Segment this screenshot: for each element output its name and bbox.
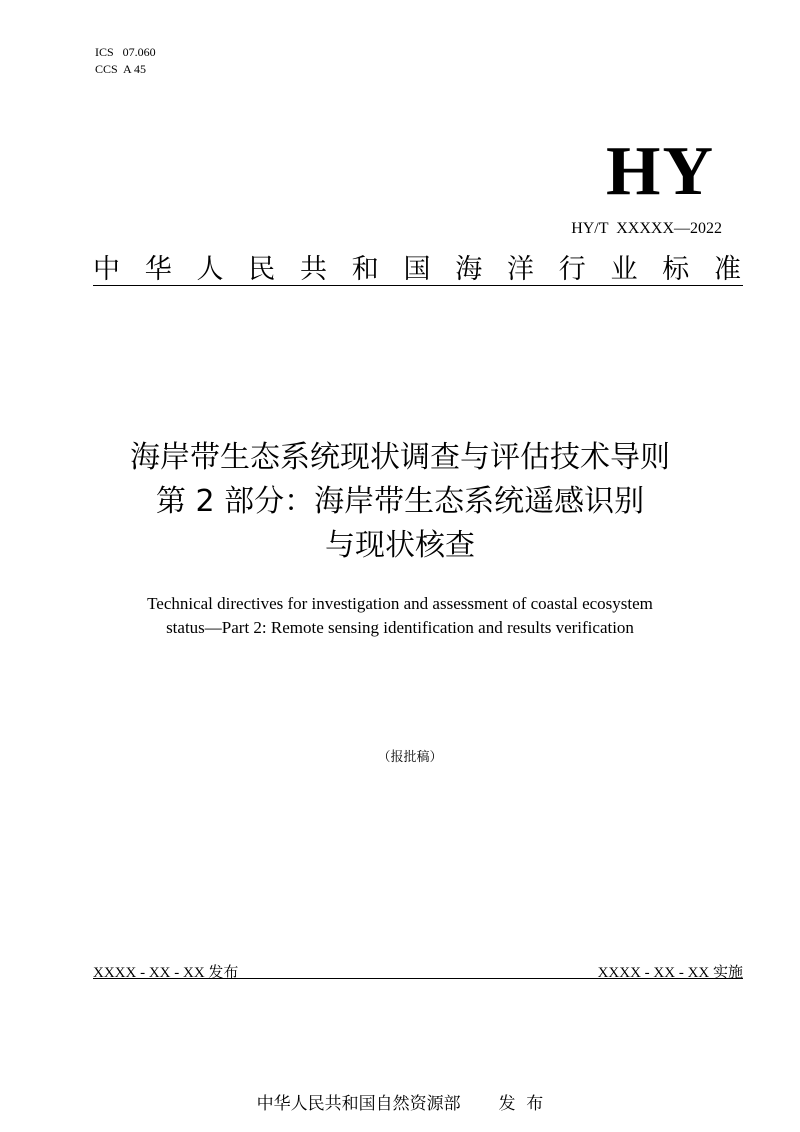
- title-zh-line-3: 与现状核查: [325, 528, 475, 563]
- standard-number: HY/T XXXXX—2022: [571, 220, 722, 237]
- header-divider: [93, 285, 743, 286]
- title-en-line-1: Technical directives for investigation and assessment of coastal ecosystem: [147, 594, 653, 613]
- title-english: [60, 592, 740, 640]
- standard-category: 中华人民共和国海洋行业标准: [93, 254, 743, 285]
- title-chinese: [60, 436, 740, 568]
- title-zh-line-2: 第 2 部分：海岸带生态系统遥感识别: [155, 484, 645, 519]
- ics-code: ICS 07.060: [95, 45, 156, 59]
- ccs-code: CCS A 45: [95, 62, 147, 76]
- implement-date: XXXX - XX - XX 实施: [597, 965, 743, 981]
- publish-date: XXXX - XX - XX 发布: [93, 965, 239, 981]
- hy-logo: HY: [606, 133, 715, 210]
- issuing-authority: 中华人民共和国自然资源部 发 布: [256, 1094, 544, 1114]
- draft-status: （报批稿）: [377, 750, 443, 765]
- classification-codes: [95, 44, 156, 78]
- dates-divider: [93, 978, 743, 979]
- title-en-line-2: status—Part 2: Remote sensing identification and results verification: [166, 618, 634, 637]
- dates-row: [93, 962, 743, 984]
- title-zh-line-1: 海岸带生态系统现状调查与评估技术导则: [130, 440, 670, 475]
